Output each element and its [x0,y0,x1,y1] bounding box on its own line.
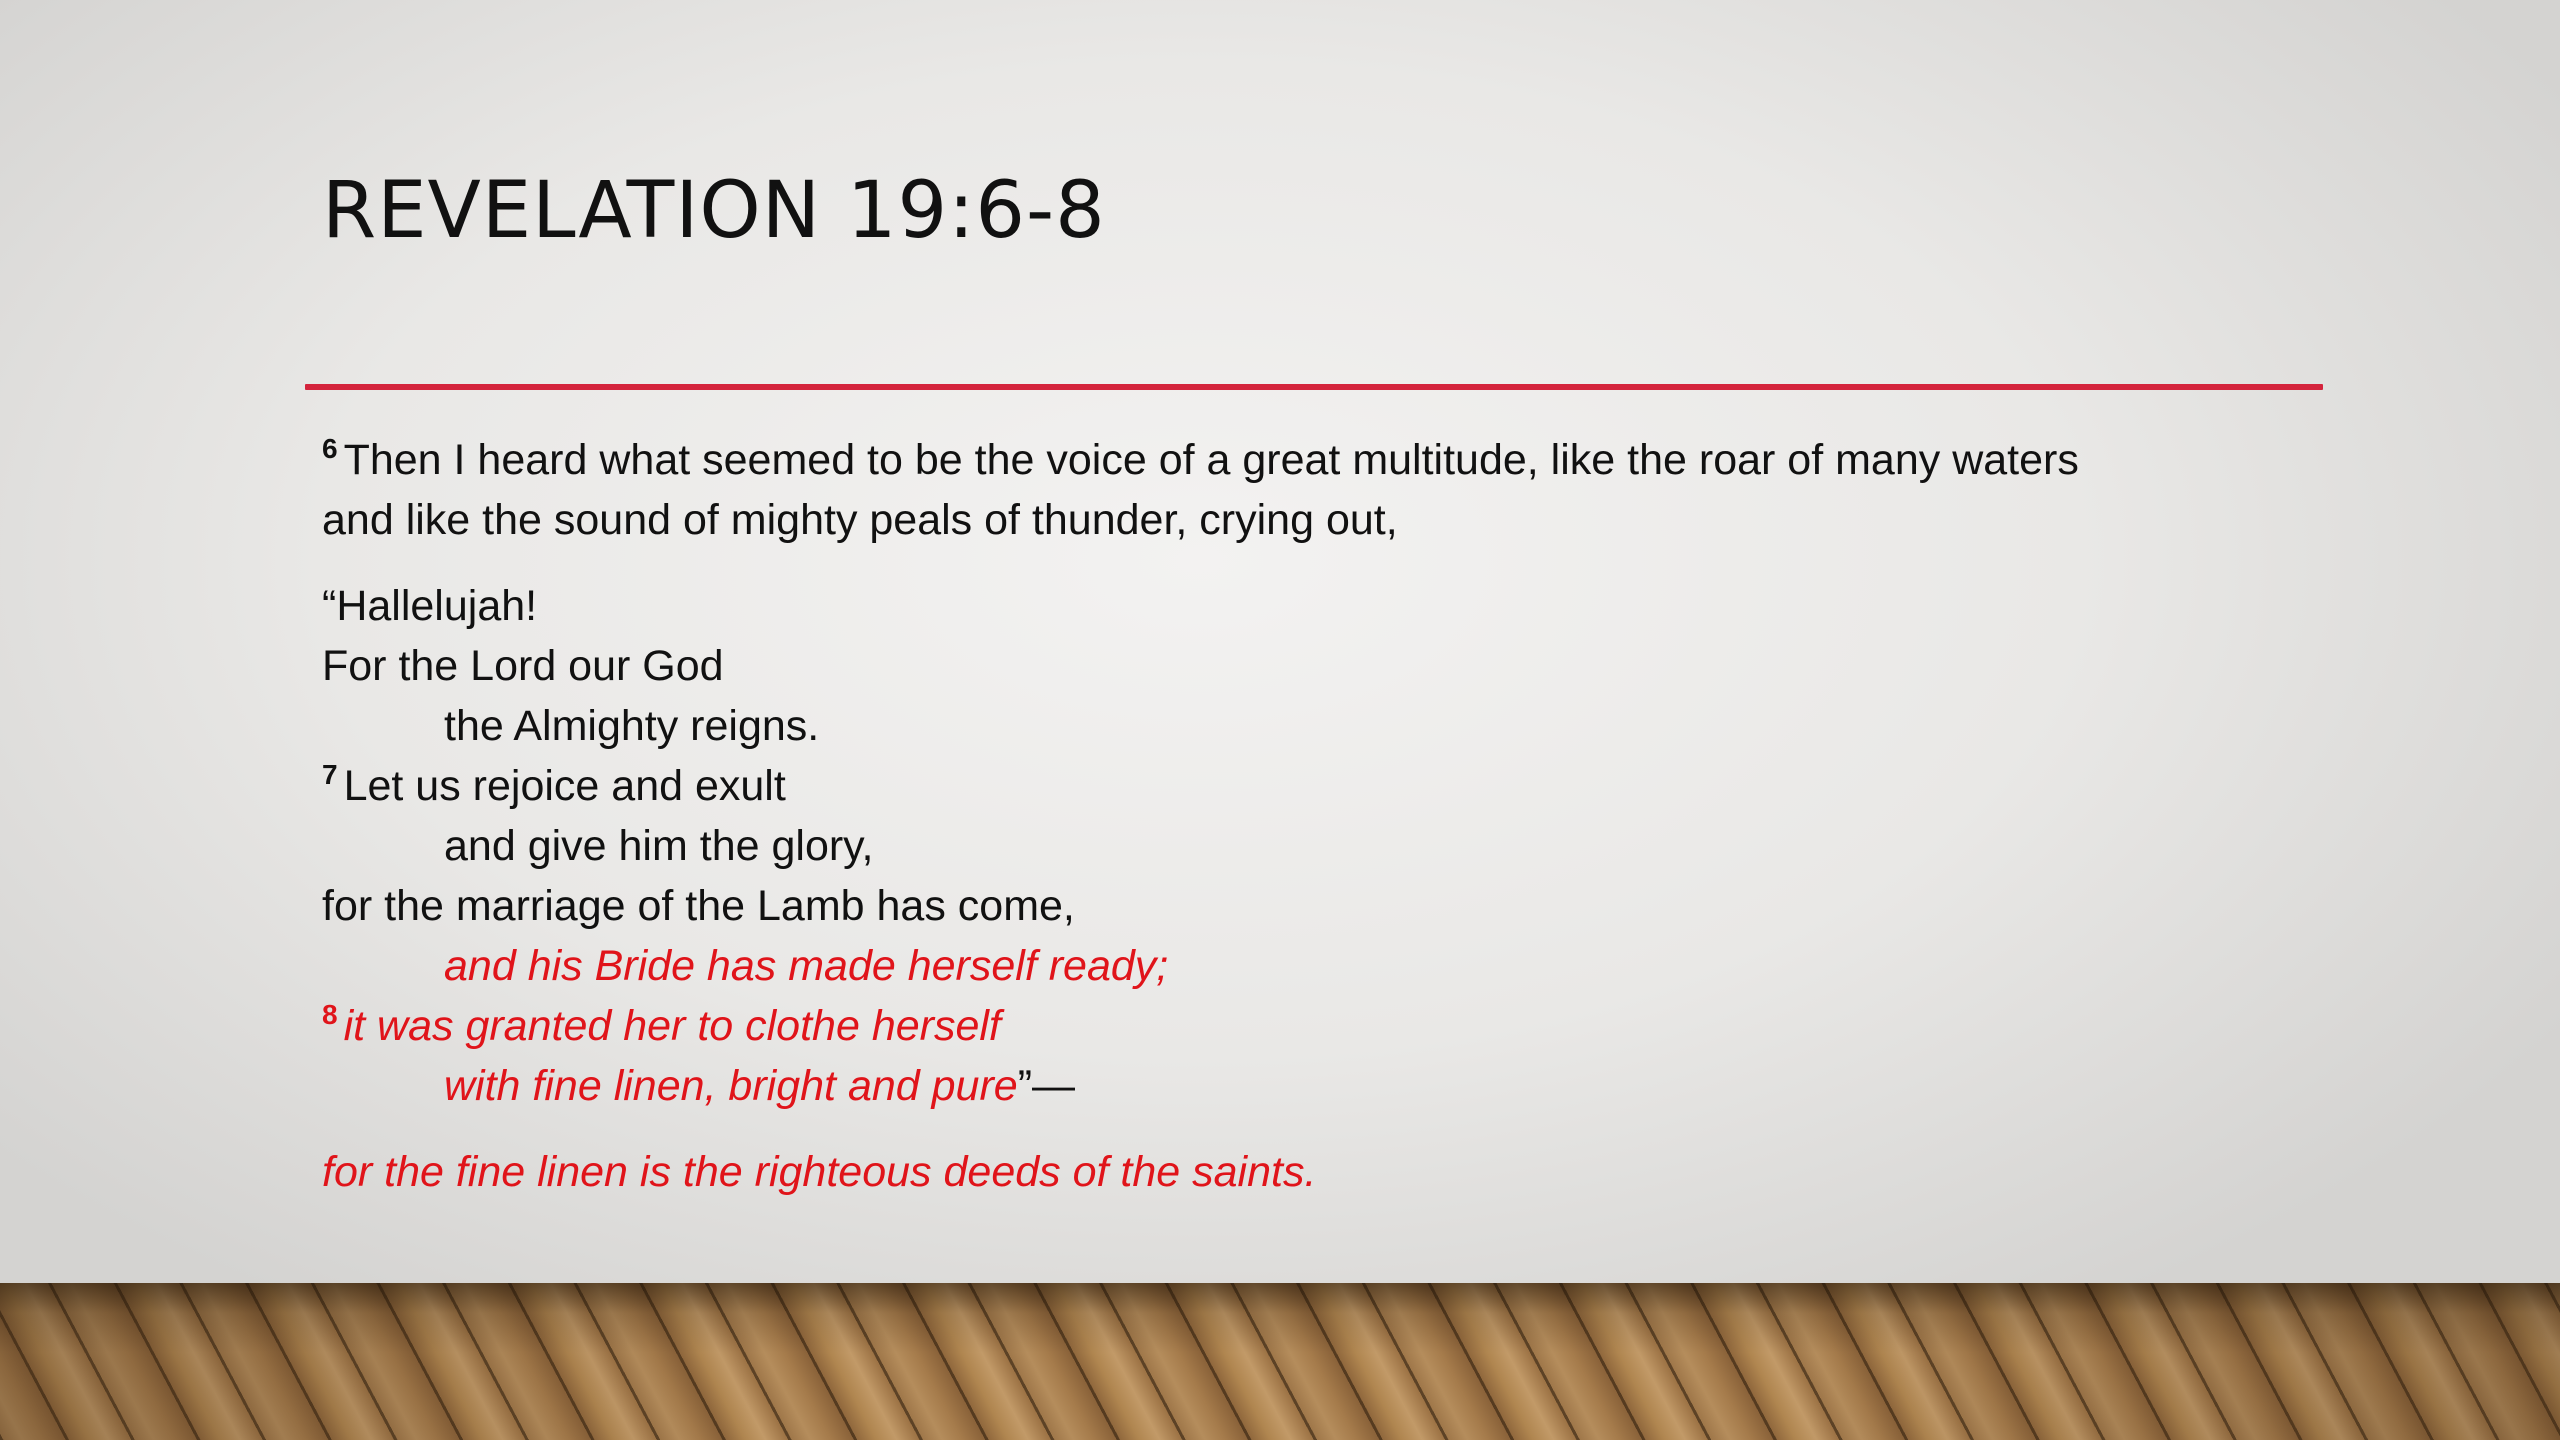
verse-6-line-2: and like the sound of mighty peals of thunder, crying out, [322,496,1398,544]
closing-line-highlighted: for the fine linen is the righteous deeds of the saints. [322,1148,1317,1196]
closing-quote: ”— [1017,1062,1076,1110]
verse-text: Let us rejoice and exult [343,762,786,810]
highlighted-text: with fine linen, bright and pure [444,1062,1018,1110]
verse-text: Then I heard what seemed to be the voice of a great multitude, like the roar of many waters [343,436,2079,484]
verse-6-line-1 [322,430,2322,490]
poem-line-4 [322,756,2322,816]
verse-number: 6 [322,433,338,464]
poem-line-5: and give him the glory, [444,822,874,870]
slide-body [322,430,2322,1228]
poem-line-1: “Hallelujah! [322,582,538,630]
verse-number: 8 [322,999,338,1030]
poem-line-3: the Almighty reigns. [444,702,820,750]
slide-title: REVELATION 19:6-8 [322,166,1106,256]
poem-line-2: For the Lord our God [322,642,724,690]
verse-text: it was granted her to clothe herself [343,1002,1001,1050]
poem-line-7-highlighted: and his Bride has made herself ready; [444,942,1169,990]
poem-line-9 [322,1056,2322,1116]
floor-shadow [0,1283,2560,1440]
verse-number: 7 [322,759,338,790]
poem-line-6: for the marriage of the Lamb has come, [322,882,1075,930]
verse-6-paragraph [322,430,2322,550]
closing-paragraph [322,1142,2322,1202]
poem-line-8-highlighted [322,996,2322,1056]
poem-block [322,576,2322,1116]
title-divider [305,384,2323,390]
